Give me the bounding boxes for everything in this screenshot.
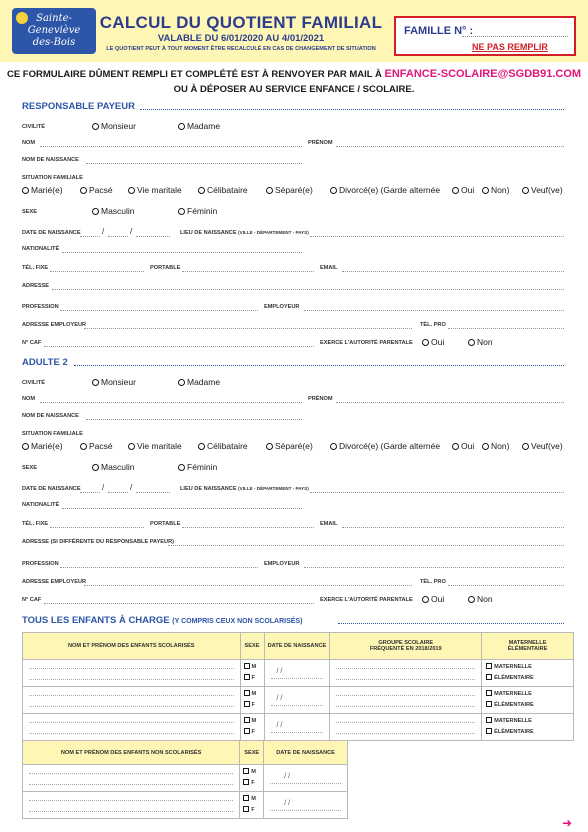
autorite-label: EXERCE L'AUTORITÉ PARENTALE xyxy=(320,340,413,346)
validity-period: VALABLE DU 6/01/2020 AU 4/01/2021 xyxy=(157,33,325,44)
children-schooled-table xyxy=(22,632,574,741)
date-year-field-2[interactable] xyxy=(136,492,170,493)
radio-feminin[interactable]: Féminin xyxy=(178,206,217,216)
email-label: EMAIL xyxy=(320,521,338,527)
date-cell[interactable]: / / xyxy=(264,714,330,741)
section-title-payeur: RESPONSABLE PAYEUR xyxy=(22,101,135,112)
tel-pro-field[interactable] xyxy=(448,328,564,329)
radio-masculin[interactable]: Masculin xyxy=(92,206,135,216)
child-name-cell[interactable] xyxy=(23,765,240,792)
profession-label: PROFESSION xyxy=(22,304,59,310)
tel-fixe-field[interactable] xyxy=(50,271,144,272)
date-separator: / xyxy=(130,227,133,236)
checkbox-m[interactable]: M xyxy=(244,717,257,724)
sexe-cell xyxy=(240,687,264,714)
section-divider xyxy=(140,109,564,110)
radio-celibataire-2[interactable]: Célibataire xyxy=(198,441,248,451)
adresse-employeur-field-2[interactable] xyxy=(84,585,412,586)
caf-field-2[interactable] xyxy=(44,603,314,604)
autorite-label: EXERCE L'AUTORITÉ PARENTALE xyxy=(320,597,413,603)
checkbox-maternelle[interactable]: MATERNELLE xyxy=(486,663,532,670)
famille-number-box xyxy=(394,16,576,56)
nom-label: NOM xyxy=(22,140,36,146)
radio-separe[interactable]: Séparé(e) xyxy=(266,185,313,195)
col-header-date: DATE DE NAISSANCE xyxy=(264,633,330,660)
date-naissance-label: DATE DE NAISSANCE xyxy=(22,486,81,492)
profession-field[interactable] xyxy=(60,310,258,311)
prenom-field[interactable] xyxy=(336,146,564,147)
instructions-text: CE FORMULAIRE DÛMENT REMPLI ET COMPLÉTÉ EST À RENVOYER PAR MAIL À xyxy=(6,69,382,80)
cycle-cell xyxy=(482,660,574,687)
table-row xyxy=(23,792,348,819)
checkbox-maternelle[interactable]: MATERNELLE xyxy=(486,717,532,724)
date-cell[interactable]: / / xyxy=(264,687,330,714)
radio-autorite-oui[interactable]: Oui xyxy=(422,337,444,347)
email-field-2[interactable] xyxy=(342,527,564,528)
checkbox-m[interactable]: M xyxy=(244,663,257,670)
cycle-cell xyxy=(482,687,574,714)
checkbox-f[interactable]: F xyxy=(243,806,254,813)
civilite-label: CIVILITÉ xyxy=(22,380,45,386)
adresse-diff-label: ADRESSE (SI DIFFÉRENTE DU RESPONSABLE PAYEUR) xyxy=(22,539,174,545)
col-header-date: DATE DE NAISSANCE xyxy=(264,741,348,765)
instructions-line-2: OU À DÉPOSER AU SERVICE ENFANCE / SCOLAIRE. xyxy=(173,84,415,95)
adresse-employeur-label: ADRESSE EMPLOYEUR xyxy=(22,579,87,585)
email-field[interactable] xyxy=(342,271,564,272)
tel-pro-field-2[interactable] xyxy=(448,585,564,586)
checkbox-f[interactable]: F xyxy=(244,701,255,708)
nom-naissance-label: NOM DE NAISSANCE xyxy=(22,413,79,419)
sexe-cell xyxy=(240,765,264,792)
next-page-arrow-icon[interactable]: ➜ xyxy=(562,816,573,830)
table-row xyxy=(23,765,348,792)
checkbox-elementaire[interactable]: ÉLÉMENTAIRE xyxy=(486,728,534,735)
checkbox-m[interactable]: M xyxy=(243,795,256,802)
nom-naissance-label: NOM DE NAISSANCE xyxy=(22,157,79,163)
adresse-field[interactable] xyxy=(52,289,564,290)
checkbox-elementaire[interactable]: ÉLÉMENTAIRE xyxy=(486,701,534,708)
table-row xyxy=(23,714,574,741)
employeur-field-2[interactable] xyxy=(304,567,564,568)
radio-vie-maritale-2[interactable]: Vie maritale xyxy=(128,441,182,451)
recalc-note: LE QUOTIENT PEUT À TOUT MOMENT ÊTRE RECALCULÉ EN CAS DE CHANGEMENT DE SITUATION xyxy=(106,46,376,52)
nationalite-label: NATIONALITÉ xyxy=(22,502,60,508)
sexe-cell xyxy=(240,660,264,687)
child-name-cell[interactable] xyxy=(23,660,241,687)
col-header-sexe: SEXE xyxy=(240,741,264,765)
instructions-line-1 xyxy=(0,68,588,80)
radio-veuf-2[interactable]: Veuf(ve) xyxy=(522,441,563,451)
radio-madame[interactable]: Madame xyxy=(178,121,220,131)
radio-pacse-2[interactable]: Pacsé xyxy=(80,441,113,451)
date-month-field[interactable] xyxy=(108,236,128,237)
page-title: CALCUL DU QUOTIENT FAMILIAL xyxy=(99,13,383,32)
table-row xyxy=(23,660,574,687)
checkbox-f[interactable]: F xyxy=(243,779,254,786)
tel-fixe-field-2[interactable] xyxy=(50,527,144,528)
tel-fixe-label: TÉL. FIXE xyxy=(22,265,49,271)
groupe-cell[interactable] xyxy=(330,687,482,714)
radio-madame-2[interactable]: Madame xyxy=(178,377,220,387)
checkbox-maternelle[interactable]: MATERNELLE xyxy=(486,690,532,697)
date-cell[interactable]: / / xyxy=(264,792,348,819)
caf-label: N° CAF xyxy=(22,340,42,346)
section-title-adulte2: ADULTE 2 xyxy=(22,357,68,368)
checkbox-f[interactable]: F xyxy=(244,728,255,735)
child-name-cell[interactable] xyxy=(23,792,240,819)
child-name-cell[interactable] xyxy=(23,687,241,714)
city-logo xyxy=(12,8,96,54)
sexe-cell xyxy=(240,714,264,741)
sexe-label: SEXE xyxy=(22,465,37,471)
radio-monsieur-2[interactable]: Monsieur xyxy=(92,377,136,387)
child-name-cell[interactable] xyxy=(23,714,241,741)
tel-pro-label: TÉL. PRO xyxy=(420,322,446,328)
section-divider xyxy=(338,623,564,624)
logo-text: Sainte- xyxy=(36,13,72,24)
date-cell[interactable]: / / xyxy=(264,765,348,792)
portable-label: PORTABLE xyxy=(150,521,181,527)
checkbox-m[interactable]: M xyxy=(244,690,257,697)
do-not-fill-note: NE PAS REMPLIR xyxy=(472,42,548,52)
radio-autorite-oui-2[interactable]: Oui xyxy=(422,594,444,604)
tel-pro-label: TÉL. PRO xyxy=(420,579,446,585)
col-header-sexe: SEXE xyxy=(240,633,264,660)
radio-garde-non[interactable]: Non) xyxy=(482,185,509,195)
nom-field[interactable] xyxy=(40,146,302,147)
groupe-cell[interactable] xyxy=(330,714,482,741)
cycle-cell xyxy=(482,714,574,741)
lieu-naissance-field-2[interactable] xyxy=(310,492,564,493)
col-header-groupe: GROUPE SCOLAIRE FRÉQUENTÉ EN 2018/2019 xyxy=(330,633,482,660)
children-non-schooled-table xyxy=(22,740,348,819)
radio-divorce-2[interactable]: Divorcé(e) (Garde alternée xyxy=(330,441,440,451)
prenom-label: PRÉNOM xyxy=(308,140,333,146)
date-cell[interactable]: / / xyxy=(264,660,330,687)
logo-text: des-Bois xyxy=(32,37,76,48)
portable-field-2[interactable] xyxy=(182,527,314,528)
radio-autorite-non-2[interactable]: Non xyxy=(468,594,493,604)
radio-pacse[interactable]: Pacsé xyxy=(80,185,113,195)
prenom-label: PRÉNOM xyxy=(308,396,333,402)
date-month-field-2[interactable] xyxy=(108,492,128,493)
radio-monsieur[interactable]: Monsieur xyxy=(92,121,136,131)
nom-field-2[interactable] xyxy=(40,402,302,403)
portable-field[interactable] xyxy=(182,271,314,272)
radio-feminin-2[interactable]: Féminin xyxy=(178,462,217,472)
nationalite-field-2[interactable] xyxy=(62,508,302,509)
nom-naissance-field[interactable] xyxy=(86,163,302,164)
profession-field-2[interactable] xyxy=(60,567,258,568)
section-divider xyxy=(74,365,564,366)
date-separator: / xyxy=(102,483,105,492)
col-header-nom: NOM ET PRÉNOM DES ENFANTS NON SCOLARISÉS xyxy=(23,741,240,765)
nationalite-label: NATIONALITÉ xyxy=(22,246,60,252)
table-row xyxy=(23,687,574,714)
adresse-employeur-label: ADRESSE EMPLOYEUR xyxy=(22,322,87,328)
tel-fixe-label: TÉL. FIXE xyxy=(22,521,49,527)
date-separator: / xyxy=(130,483,133,492)
lieu-naissance-field[interactable] xyxy=(310,236,564,237)
employeur-label: EMPLOYEUR xyxy=(264,561,300,567)
portable-label: PORTABLE xyxy=(150,265,181,271)
civilite-label: CIVILITÉ xyxy=(22,124,45,130)
lieu-naissance-label: LIEU DE NAISSANCE (VILLE - DÉPARTEMENT - PAYS) xyxy=(180,486,309,492)
radio-celibataire[interactable]: Célibataire xyxy=(198,185,248,195)
date-day-field-2[interactable] xyxy=(80,492,100,493)
col-header-cycle: MATERNELLE ÉLÉMENTAIRE xyxy=(482,633,574,660)
logo-text: Geneviève xyxy=(27,25,81,36)
radio-divorce[interactable]: Divorcé(e) (Garde alternée xyxy=(330,185,440,195)
radio-marie[interactable]: Marié(e) xyxy=(22,185,63,195)
adresse-field-2[interactable] xyxy=(168,545,564,546)
nationalite-field[interactable] xyxy=(62,252,302,253)
adresse-employeur-field[interactable] xyxy=(84,328,412,329)
nom-label: NOM xyxy=(22,396,36,402)
radio-marie-2[interactable]: Marié(e) xyxy=(22,441,63,451)
situation-label: SITUATION FAMILIALE xyxy=(22,175,83,181)
radio-veuf[interactable]: Veuf(ve) xyxy=(522,185,563,195)
employeur-label: EMPLOYEUR xyxy=(264,304,300,310)
adresse-label: ADRESSE xyxy=(22,283,50,289)
prenom-field-2[interactable] xyxy=(336,402,564,403)
section-title-enfants: TOUS LES ENFANTS À CHARGE (Y COMPRIS CEUX NON SCOLARISÉS) xyxy=(22,615,303,626)
employeur-field[interactable] xyxy=(304,310,564,311)
caf-field[interactable] xyxy=(44,346,314,347)
date-day-field[interactable] xyxy=(80,236,100,237)
famille-number-field[interactable] xyxy=(462,36,568,37)
sexe-cell xyxy=(240,792,264,819)
radio-autorite-non[interactable]: Non xyxy=(468,337,493,347)
radio-garde-oui[interactable]: Oui xyxy=(452,185,474,195)
checkbox-elementaire[interactable]: ÉLÉMENTAIRE xyxy=(486,674,534,681)
profession-label: PROFESSION xyxy=(22,561,59,567)
situation-label: SITUATION FAMILIALE xyxy=(22,431,83,437)
radio-separe-2[interactable]: Séparé(e) xyxy=(266,441,313,451)
nom-naissance-field-2[interactable] xyxy=(86,419,302,420)
sexe-label: SEXE xyxy=(22,209,37,215)
date-year-field[interactable] xyxy=(136,236,170,237)
contact-email[interactable]: ENFANCE-SCOLAIRE@SGDB91.COM xyxy=(384,68,582,80)
radio-garde-non-2[interactable]: Non) xyxy=(482,441,509,451)
date-separator: / xyxy=(102,227,105,236)
email-label: EMAIL xyxy=(320,265,338,271)
date-naissance-label: DATE DE NAISSANCE xyxy=(22,230,81,236)
radio-garde-oui-2[interactable]: Oui xyxy=(452,441,474,451)
radio-vie-maritale[interactable]: Vie maritale xyxy=(128,185,182,195)
lieu-naissance-label: LIEU DE NAISSANCE (VILLE - DÉPARTEMENT - PAYS) xyxy=(180,230,309,236)
famille-number-label: FAMILLE N° : xyxy=(404,25,474,37)
radio-masculin-2[interactable]: Masculin xyxy=(92,462,135,472)
checkbox-f[interactable]: F xyxy=(244,674,255,681)
header-banner xyxy=(0,0,588,62)
caf-label: N° CAF xyxy=(22,597,42,603)
col-header-nom: NOM ET PRÉNOM DES ENFANTS SCOLARISÉS xyxy=(23,633,241,660)
groupe-cell[interactable] xyxy=(330,660,482,687)
checkbox-m[interactable]: M xyxy=(243,768,256,775)
